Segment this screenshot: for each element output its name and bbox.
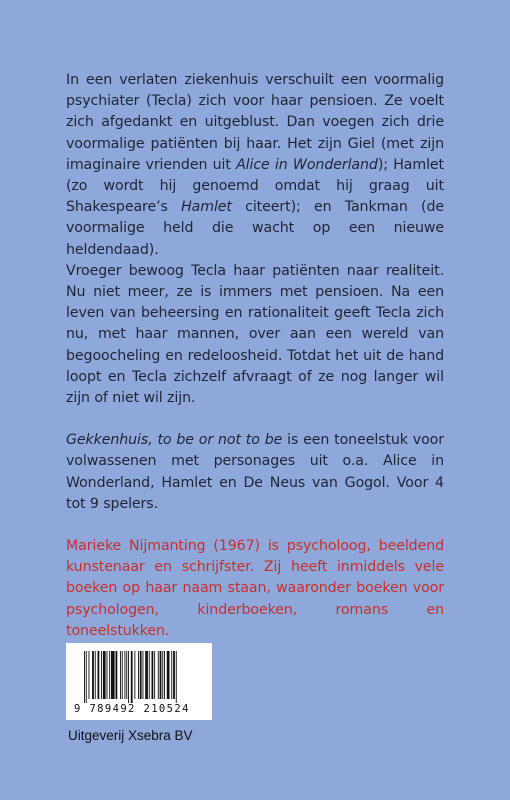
- paragraph-gap: [66, 515, 444, 536]
- author-bio: Marieke Nijmanting (1967) is psycholoog, beeldend kunstenaar en schrijfster. Zij heeft inmiddels vele boeken op haar naam staan, waaronder boeken voor psychologen, kinderboeken, romans en toneelstukken.: [66, 538, 444, 639]
- text-run: ); Hamlet (zo wordt hij genoemd omdat hij graag uit Shakespeare’s: [66, 156, 445, 216]
- publisher-name: Uitgeverij Xsebra BV: [68, 728, 193, 743]
- text-run-italic: Alice in Wonderland: [236, 156, 378, 173]
- blurb-paragraph-2: Vroeger bewoog Tecla haar patiënten naar realiteit. Nu niet meer, ze is immers met pensioen. Na een leven van beheersing en rationaliteit geeft Tecla zich nu, met haar mannen, over aan een wereld van begoocheling en redeloosheid. Totdat het uit de hand loopt en Tecla zichzelf afvraagt of ze nog langer wil zijn of niet wil zijn.: [66, 262, 444, 407]
- isbn-number: 9 789492 210524: [74, 703, 190, 715]
- blurb-paragraph-1: [66, 70, 444, 261]
- barcode-bars: [66, 643, 212, 705]
- blurb-paragraph-3: [66, 430, 444, 515]
- blurb: [66, 70, 444, 642]
- isbn-barcode: [66, 643, 212, 720]
- text-run-italic: Hamlet: [181, 199, 232, 216]
- text-run: citeert); en Tankman (de voormalige held die wacht op een nieuwe heldendaad).: [66, 199, 444, 258]
- text-run: is een toneelstuk voor volwassenen met personages uit o.a. Alice in Wonderland, Hamlet en De Neus van Gogol. Voor 4 tot 9 spelers.: [66, 432, 444, 512]
- text-run: In een verlaten ziekenhuis verschuilt een voormalig psychiater (Tecla) zich voor haar pensioen. Ze voelt zich afgedankt en uitgeblust. Dan voegen zich drie voormalige patiënten bij haar. Het zijn Giel (met zijn imaginaire vrienden uit: [66, 72, 444, 173]
- text-run-italic: Gekkenhuis, to be or not to be: [66, 432, 283, 449]
- paragraph-gap: [66, 409, 444, 430]
